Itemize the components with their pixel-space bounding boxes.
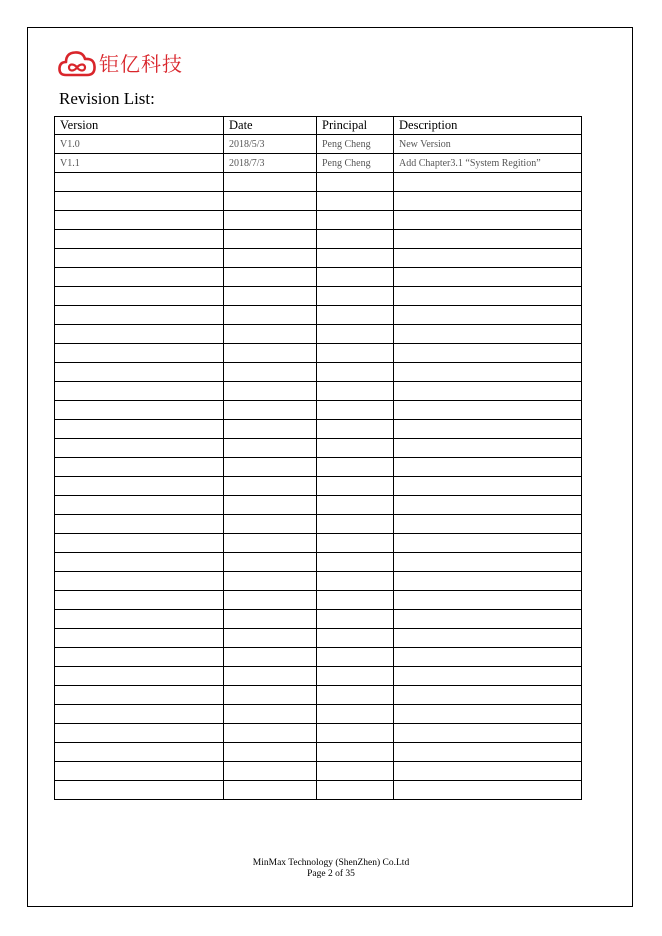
table-row-empty [55,401,582,420]
table-row-empty [55,762,582,781]
empty-cell [394,477,582,496]
header-version: Version [55,117,224,135]
empty-cell [224,686,317,705]
empty-cell [224,553,317,572]
empty-cell [55,401,224,420]
empty-cell [317,363,394,382]
empty-cell [317,192,394,211]
empty-cell [224,344,317,363]
table-row-empty [55,344,582,363]
empty-cell [394,268,582,287]
empty-cell [317,591,394,610]
empty-cell [317,667,394,686]
empty-cell [55,458,224,477]
empty-cell [394,724,582,743]
empty-cell [224,610,317,629]
empty-cell [55,686,224,705]
empty-cell [394,686,582,705]
page-footer [0,858,662,880]
table-row-empty [55,686,582,705]
table-row-empty [55,249,582,268]
empty-cell [394,705,582,724]
table-row-empty [55,382,582,401]
empty-cell [317,496,394,515]
footer-company: MinMax Technology (ShenZhen) Co.Ltd [252,858,410,868]
empty-cell [317,306,394,325]
empty-cell [224,591,317,610]
empty-cell [394,363,582,382]
footer-page-number: Page 2 of 35 [307,869,355,879]
empty-cell [224,515,317,534]
empty-cell [55,496,224,515]
empty-cell [317,477,394,496]
table-row-empty [55,648,582,667]
empty-cell [317,610,394,629]
empty-cell [394,553,582,572]
table-row-empty [55,173,582,192]
table-header-row [55,117,582,135]
empty-cell [55,268,224,287]
empty-cell [224,534,317,553]
empty-cell [55,743,224,762]
table-row-empty [55,458,582,477]
empty-cell [317,382,394,401]
empty-cell [55,249,224,268]
table-row [55,135,582,154]
empty-cell [55,724,224,743]
empty-cell [394,173,582,192]
empty-cell [317,401,394,420]
empty-cell [224,743,317,762]
empty-cell [394,382,582,401]
table-row-empty [55,192,582,211]
cloud-infinity-icon [58,49,96,79]
empty-cell [394,192,582,211]
empty-cell [224,401,317,420]
empty-cell [224,762,317,781]
empty-cell [55,705,224,724]
empty-cell [317,211,394,230]
empty-cell [224,249,317,268]
empty-cell [224,629,317,648]
table-row-empty [55,420,582,439]
empty-cell [317,781,394,800]
table-row-empty [55,781,582,800]
empty-cell [224,667,317,686]
header-principal: Principal [317,117,394,135]
cell-date: 2018/5/3 [224,135,317,154]
empty-cell [394,439,582,458]
company-logo [58,46,188,82]
empty-cell [224,192,317,211]
empty-cell [224,420,317,439]
empty-cell [55,230,224,249]
table-row-empty [55,534,582,553]
empty-cell [224,268,317,287]
empty-cell [317,420,394,439]
table-row-empty [55,743,582,762]
logo-text: 钜亿科技 [99,52,183,76]
table-row-empty [55,515,582,534]
empty-cell [394,610,582,629]
table-row-empty [55,230,582,249]
empty-cell [394,211,582,230]
empty-cell [394,743,582,762]
cell-principal: Peng Cheng [317,154,394,173]
table-row-empty [55,477,582,496]
empty-cell [224,230,317,249]
empty-cell [55,382,224,401]
empty-cell [394,648,582,667]
table-row [55,154,582,173]
table-row-empty [55,211,582,230]
empty-cell [317,743,394,762]
empty-cell [317,705,394,724]
empty-cell [55,192,224,211]
table-row-empty [55,287,582,306]
empty-cell [317,686,394,705]
empty-cell [55,591,224,610]
empty-cell [224,382,317,401]
table-row-empty [55,268,582,287]
empty-cell [55,439,224,458]
empty-cell [55,610,224,629]
empty-cell [224,211,317,230]
empty-cell [224,458,317,477]
table-row-empty [55,610,582,629]
empty-cell [55,648,224,667]
empty-cell [317,515,394,534]
header-description: Description [394,117,582,135]
cell-description: New Version [394,135,582,154]
empty-cell [317,325,394,344]
cell-description: Add Chapter3.1 “System Regition” [394,154,582,173]
table-row-empty [55,591,582,610]
empty-cell [55,781,224,800]
empty-cell [394,534,582,553]
empty-cell [394,325,582,344]
empty-cell [224,781,317,800]
empty-cell [224,705,317,724]
empty-cell [317,458,394,477]
empty-cell [394,762,582,781]
empty-cell [394,230,582,249]
empty-cell [55,629,224,648]
empty-cell [224,724,317,743]
empty-cell [394,420,582,439]
table-row-empty [55,724,582,743]
empty-cell [394,401,582,420]
empty-cell [317,249,394,268]
revision-table [54,116,582,800]
empty-cell [317,629,394,648]
empty-cell [394,344,582,363]
cell-principal: Peng Cheng [317,135,394,154]
empty-cell [224,439,317,458]
table-row-empty [55,667,582,686]
header-date: Date [224,117,317,135]
table-row-empty [55,572,582,591]
empty-cell [224,287,317,306]
empty-cell [55,363,224,382]
cell-date: 2018/7/3 [224,154,317,173]
empty-cell [55,325,224,344]
empty-cell [55,572,224,591]
empty-cell [224,477,317,496]
empty-cell [394,515,582,534]
empty-cell [394,458,582,477]
empty-cell [55,287,224,306]
empty-cell [224,363,317,382]
table-row-empty [55,325,582,344]
empty-cell [317,230,394,249]
cell-version: V1.0 [55,135,224,154]
empty-cell [317,648,394,667]
table-row-empty [55,629,582,648]
empty-cell [394,306,582,325]
empty-cell [317,762,394,781]
empty-cell [224,496,317,515]
table-row-empty [55,496,582,515]
empty-cell [317,439,394,458]
empty-cell [55,762,224,781]
empty-cell [55,420,224,439]
empty-cell [317,173,394,192]
empty-cell [55,173,224,192]
empty-cell [224,325,317,344]
empty-cell [224,572,317,591]
empty-cell [224,306,317,325]
empty-cell [394,287,582,306]
revision-list-title: Revision List: [59,89,155,108]
empty-cell [55,211,224,230]
empty-cell [394,591,582,610]
empty-cell [394,496,582,515]
empty-cell [394,249,582,268]
empty-cell [55,515,224,534]
empty-cell [55,344,224,363]
table-row-empty [55,553,582,572]
empty-cell [317,553,394,572]
empty-cell [55,553,224,572]
table-row-empty [55,705,582,724]
table-row-empty [55,439,582,458]
table-row-empty [55,306,582,325]
empty-cell [394,781,582,800]
empty-cell [55,477,224,496]
empty-cell [224,173,317,192]
empty-cell [394,667,582,686]
empty-cell [317,572,394,591]
empty-cell [55,306,224,325]
empty-cell [55,667,224,686]
empty-cell [317,344,394,363]
empty-cell [394,629,582,648]
empty-cell [317,268,394,287]
empty-cell [317,287,394,306]
cell-version: V1.1 [55,154,224,173]
table-row-empty [55,363,582,382]
empty-cell [394,572,582,591]
empty-cell [317,534,394,553]
empty-cell [317,724,394,743]
empty-cell [224,648,317,667]
empty-cell [55,534,224,553]
